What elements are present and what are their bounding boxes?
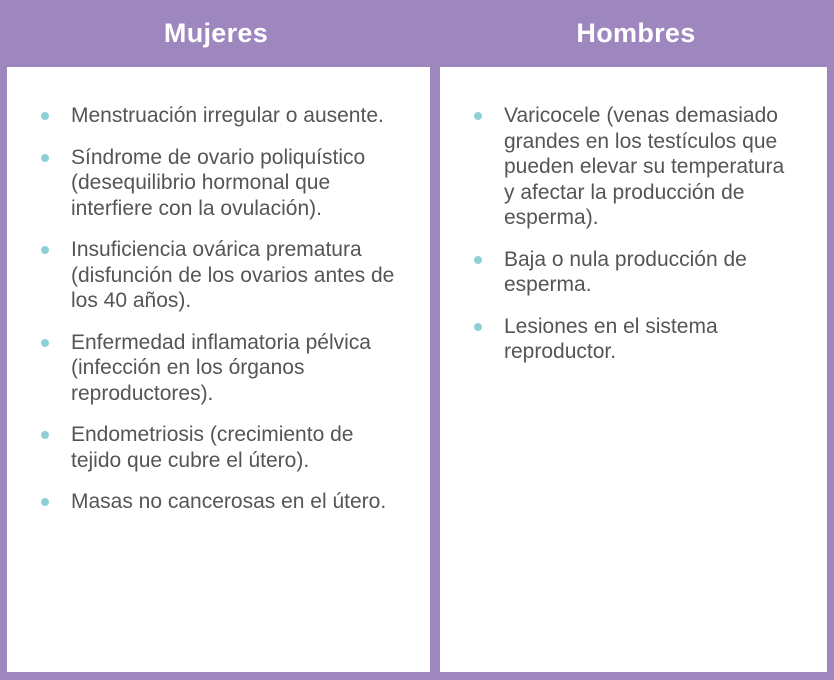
women-column-title: Mujeres xyxy=(163,18,269,48)
list-item xyxy=(474,247,794,298)
list-item-text: Insuficiencia ovárica prematura (disfunción de los ovarios antes de los 40 años). xyxy=(71,238,395,312)
list-item-text: Menstruación irregular o ausente. xyxy=(71,104,384,127)
list-item-text: Baja o nula producción de esperma. xyxy=(504,247,747,296)
bullet-dot-icon xyxy=(474,323,482,331)
list-item-text: Síndrome de ovario poliquístico (desequilibrio hormonal que interfiere con la ovulación). xyxy=(71,145,366,220)
list-item xyxy=(41,422,401,473)
bullet-dot-icon xyxy=(41,339,49,347)
bullet-dot-icon xyxy=(41,112,49,120)
list-item-text: Endometriosis (crecimiento de tejido que cubre el útero). xyxy=(71,423,354,472)
men-panel xyxy=(440,67,827,672)
list-item-text: Varicocele (venas demasiado grandes en los testículos que pueden elevar su temperatura y afectar la producción de esperma). xyxy=(504,104,785,229)
bullet-dot-icon xyxy=(474,112,482,120)
list-item xyxy=(41,103,401,129)
bullet-dot-icon xyxy=(41,246,49,254)
list-item-text: Lesiones en el sistema reproductor. xyxy=(504,314,718,363)
list-item xyxy=(41,489,401,515)
women-list xyxy=(41,103,401,531)
list-item-text: Masas no cancerosas en el útero. xyxy=(71,490,387,513)
list-item-text: Enfermedad inflamatoria pélvica (infección en los órganos reproductores). xyxy=(71,330,371,405)
list-item xyxy=(41,237,401,314)
list-item xyxy=(41,145,401,222)
men-list xyxy=(474,103,794,381)
bullet-dot-icon xyxy=(41,498,49,506)
men-column-title: Hombres xyxy=(576,18,696,48)
bullet-dot-icon xyxy=(41,431,49,439)
list-item xyxy=(474,314,794,365)
women-panel xyxy=(7,67,430,672)
men-column xyxy=(438,0,834,680)
bullet-dot-icon xyxy=(41,154,49,162)
list-item xyxy=(474,103,794,231)
bullet-dot-icon xyxy=(474,256,482,264)
list-item xyxy=(41,330,401,407)
